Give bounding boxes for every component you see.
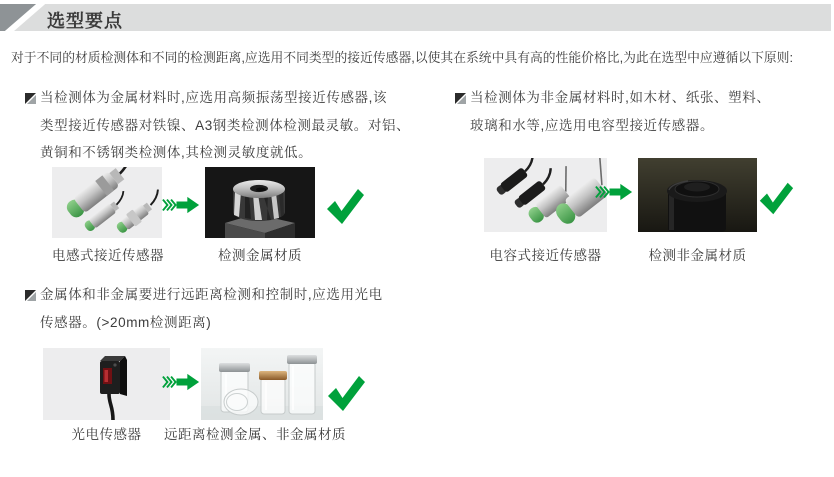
image-label: 电感式接近传感器 bbox=[52, 248, 164, 263]
section-metal-text bbox=[40, 84, 410, 167]
text-line: 金属体和非金属要进行远距离检测和控制时,应选用光电 bbox=[40, 287, 383, 302]
green-arrow-icon bbox=[162, 371, 200, 393]
image-label: 光电传感器 bbox=[71, 427, 142, 442]
green-arrow-icon bbox=[162, 194, 200, 216]
plastic-container-image bbox=[638, 158, 757, 232]
image-label: 检测金属材质 bbox=[218, 248, 302, 263]
text-line: 玻璃和水等,应选用电容型接近传感器。 bbox=[470, 117, 715, 133]
page-title: 选型要点 bbox=[47, 11, 123, 31]
corner-flag-icon bbox=[25, 93, 36, 104]
image-label: 检测非金属材质 bbox=[648, 248, 747, 263]
text-line: 当检测体为金属材料时,应选用高频振荡型接近传感器,该 bbox=[40, 90, 388, 105]
section-nonmetal-text bbox=[470, 84, 770, 139]
diagonal-ribbon-icon bbox=[0, 4, 46, 31]
section-longrange-text bbox=[40, 281, 383, 336]
green-checkmark-icon bbox=[758, 178, 794, 218]
text-line: 类型接近传感器对铁镍、A3钢类检测体检测最灵敏。对铝、 bbox=[40, 117, 411, 133]
section-header-bar bbox=[0, 4, 831, 31]
text-line: 黄铜和不锈钢类检测体,其检测灵敏度就低。 bbox=[40, 145, 313, 160]
text-line: 传感器。(>20mm检测距离) bbox=[40, 314, 212, 330]
image-label: 电容式接近传感器 bbox=[489, 248, 602, 263]
photoelectric-sensor-image bbox=[43, 348, 170, 420]
metal-part-image bbox=[205, 167, 315, 238]
green-arrow-icon bbox=[595, 181, 633, 203]
jars-image bbox=[201, 348, 323, 420]
text-line: 当检测体为非金属材料时,如木材、纸张、塑料、 bbox=[470, 90, 771, 105]
intro-text: 对于不同的材质检测体和不同的检测距离,应选用不同类型的接近传感器,以使其在系统中具有高的性能价格比,为此在选型中应遵循以下原则: bbox=[11, 50, 794, 65]
green-checkmark-icon bbox=[325, 186, 365, 226]
corner-flag-icon bbox=[25, 290, 36, 301]
image-label: 远距离检测金属、非金属材质 bbox=[164, 427, 346, 442]
capacitive-proximity-sensors-image bbox=[484, 158, 607, 232]
green-checkmark-icon bbox=[326, 373, 366, 413]
corner-flag-icon bbox=[455, 93, 466, 104]
inductive-proximity-sensors-image bbox=[52, 167, 162, 238]
